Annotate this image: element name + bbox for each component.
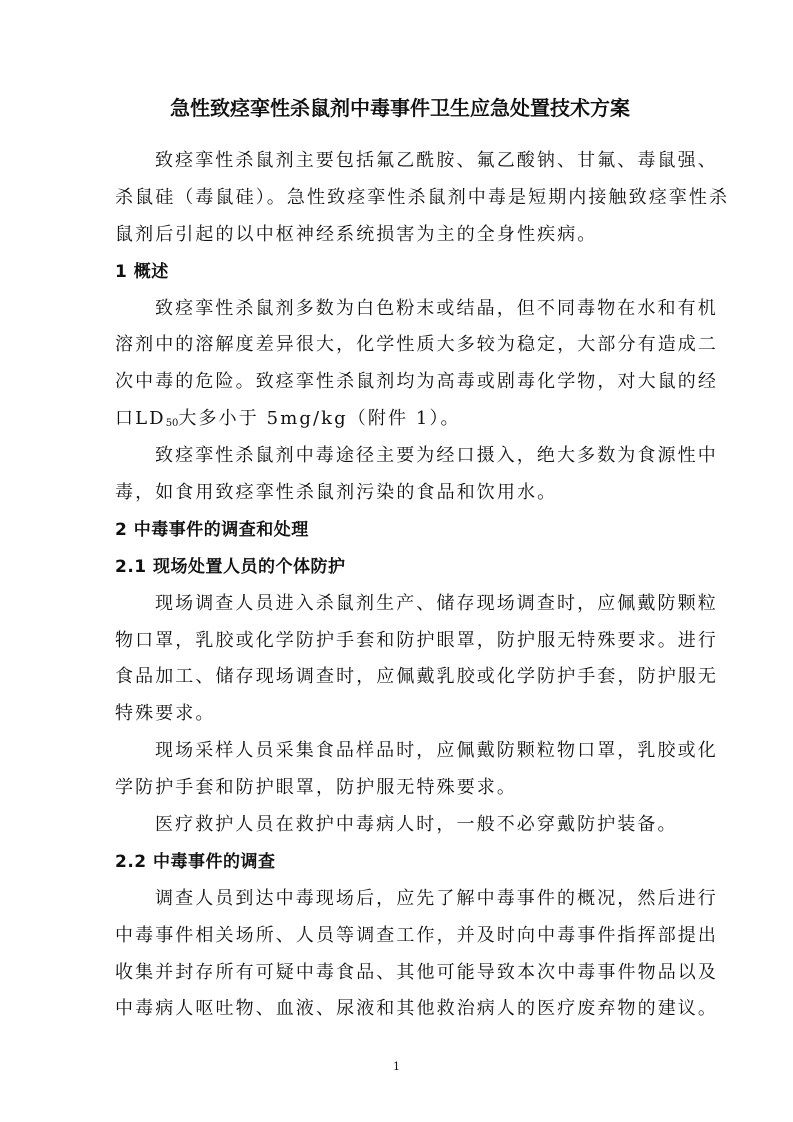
text-line: 物口罩，乳胶或化学防护手套和防护眼罩，防护服无特殊要求。进行 — [115, 629, 718, 651]
document-page — [115, 90, 730, 1028]
text-line: 特殊要求。 — [115, 703, 216, 725]
protection-paragraph-1 — [115, 586, 718, 734]
text-line: 次中毒的危险。致痉挛性杀鼠剂均为高毒或剧毒化学物，对大鼠的经 — [115, 371, 718, 393]
subscript: 50 — [165, 418, 179, 430]
text-line: 致痉挛性杀鼠剂多数为白色粉末或结晶，但不同毒物在水和有机 — [155, 297, 718, 319]
text-line: 调查人员到达中毒现场后，应先了解中毒事件的概况，然后进行 — [155, 887, 718, 909]
intro-paragraph — [115, 143, 730, 254]
page-number: 1 — [393, 1060, 400, 1073]
text-line: 鼠剂后引起的以中枢神经系统损害为主的全身性疾病。 — [115, 223, 598, 245]
text-line: 中毒事件相关场所、人员等调查工作，并及时向中毒事件指挥部提出 — [115, 924, 718, 946]
text-line: 杀鼠硅（毒鼠硅）。急性致痉挛性杀鼠剂中毒是短期内接触致痉挛性杀 — [115, 186, 730, 208]
text-line: 医疗救护人员在救护中毒病人时，一般不必穿戴防护装备。 — [155, 814, 678, 836]
text-line: 致痉挛性杀鼠剂主要包括氟乙酰胺、氟乙酸钠、甘氟、毒鼠强、 — [155, 150, 718, 171]
investigation-paragraph — [115, 881, 718, 1029]
text-line: 现场调查人员进入杀鼠剂生产、储存现场调查时，应佩戴防颗粒 — [155, 592, 718, 614]
text-line: 中毒病人呕吐物、血液、尿液和其他救治病人的医疗废弃物的建议。 — [115, 998, 718, 1020]
text-line: 食品加工、储存现场调查时，应佩戴乳胶或化学防护手套，防护服无 — [115, 666, 718, 688]
section-heading-2: 2 中毒事件的调查和处理 — [115, 519, 309, 540]
section-heading-2-2: 2.2 中毒事件的调查 — [115, 851, 276, 872]
text-fragment: 大多小于 5mg/kg（附件 1）。 — [178, 408, 461, 430]
text-line: 现场采样人员采集食品样品时，应佩戴防颗粒物口罩，乳胶或化 — [155, 740, 718, 762]
text-line: 学防护手套和防护眼罩，防护服无特殊要求。 — [115, 777, 517, 799]
text-line — [115, 401, 685, 438]
protection-paragraph-2 — [115, 733, 718, 807]
section-heading-1: 1 概述 — [115, 261, 169, 282]
overview-paragraph-2 — [115, 438, 718, 512]
overview-paragraph-1 — [115, 291, 718, 439]
text-line: 毒，如食用致痉挛性杀鼠剂污染的食品和饮用水。 — [115, 482, 558, 504]
section-heading-2-1: 2.1 现场处置人员的个体防护 — [115, 556, 346, 577]
text-line: 收集并封存所有可疑中毒食品、其他可能导致本次中毒事件物品以及 — [115, 961, 718, 983]
document-title: 急性致痉挛性杀鼠剂中毒事件卫生应急处置技术方案 — [170, 96, 630, 120]
protection-paragraph-3 — [115, 807, 685, 844]
text-fragment: 口LD — [115, 408, 166, 430]
text-line: 溶剂中的溶解度差异很大，化学性质大多较为稳定，大部分有造成二 — [115, 334, 718, 356]
text-line: 致痉挛性杀鼠剂中毒途径主要为经口摄入，绝大多数为食源性中 — [155, 445, 718, 467]
